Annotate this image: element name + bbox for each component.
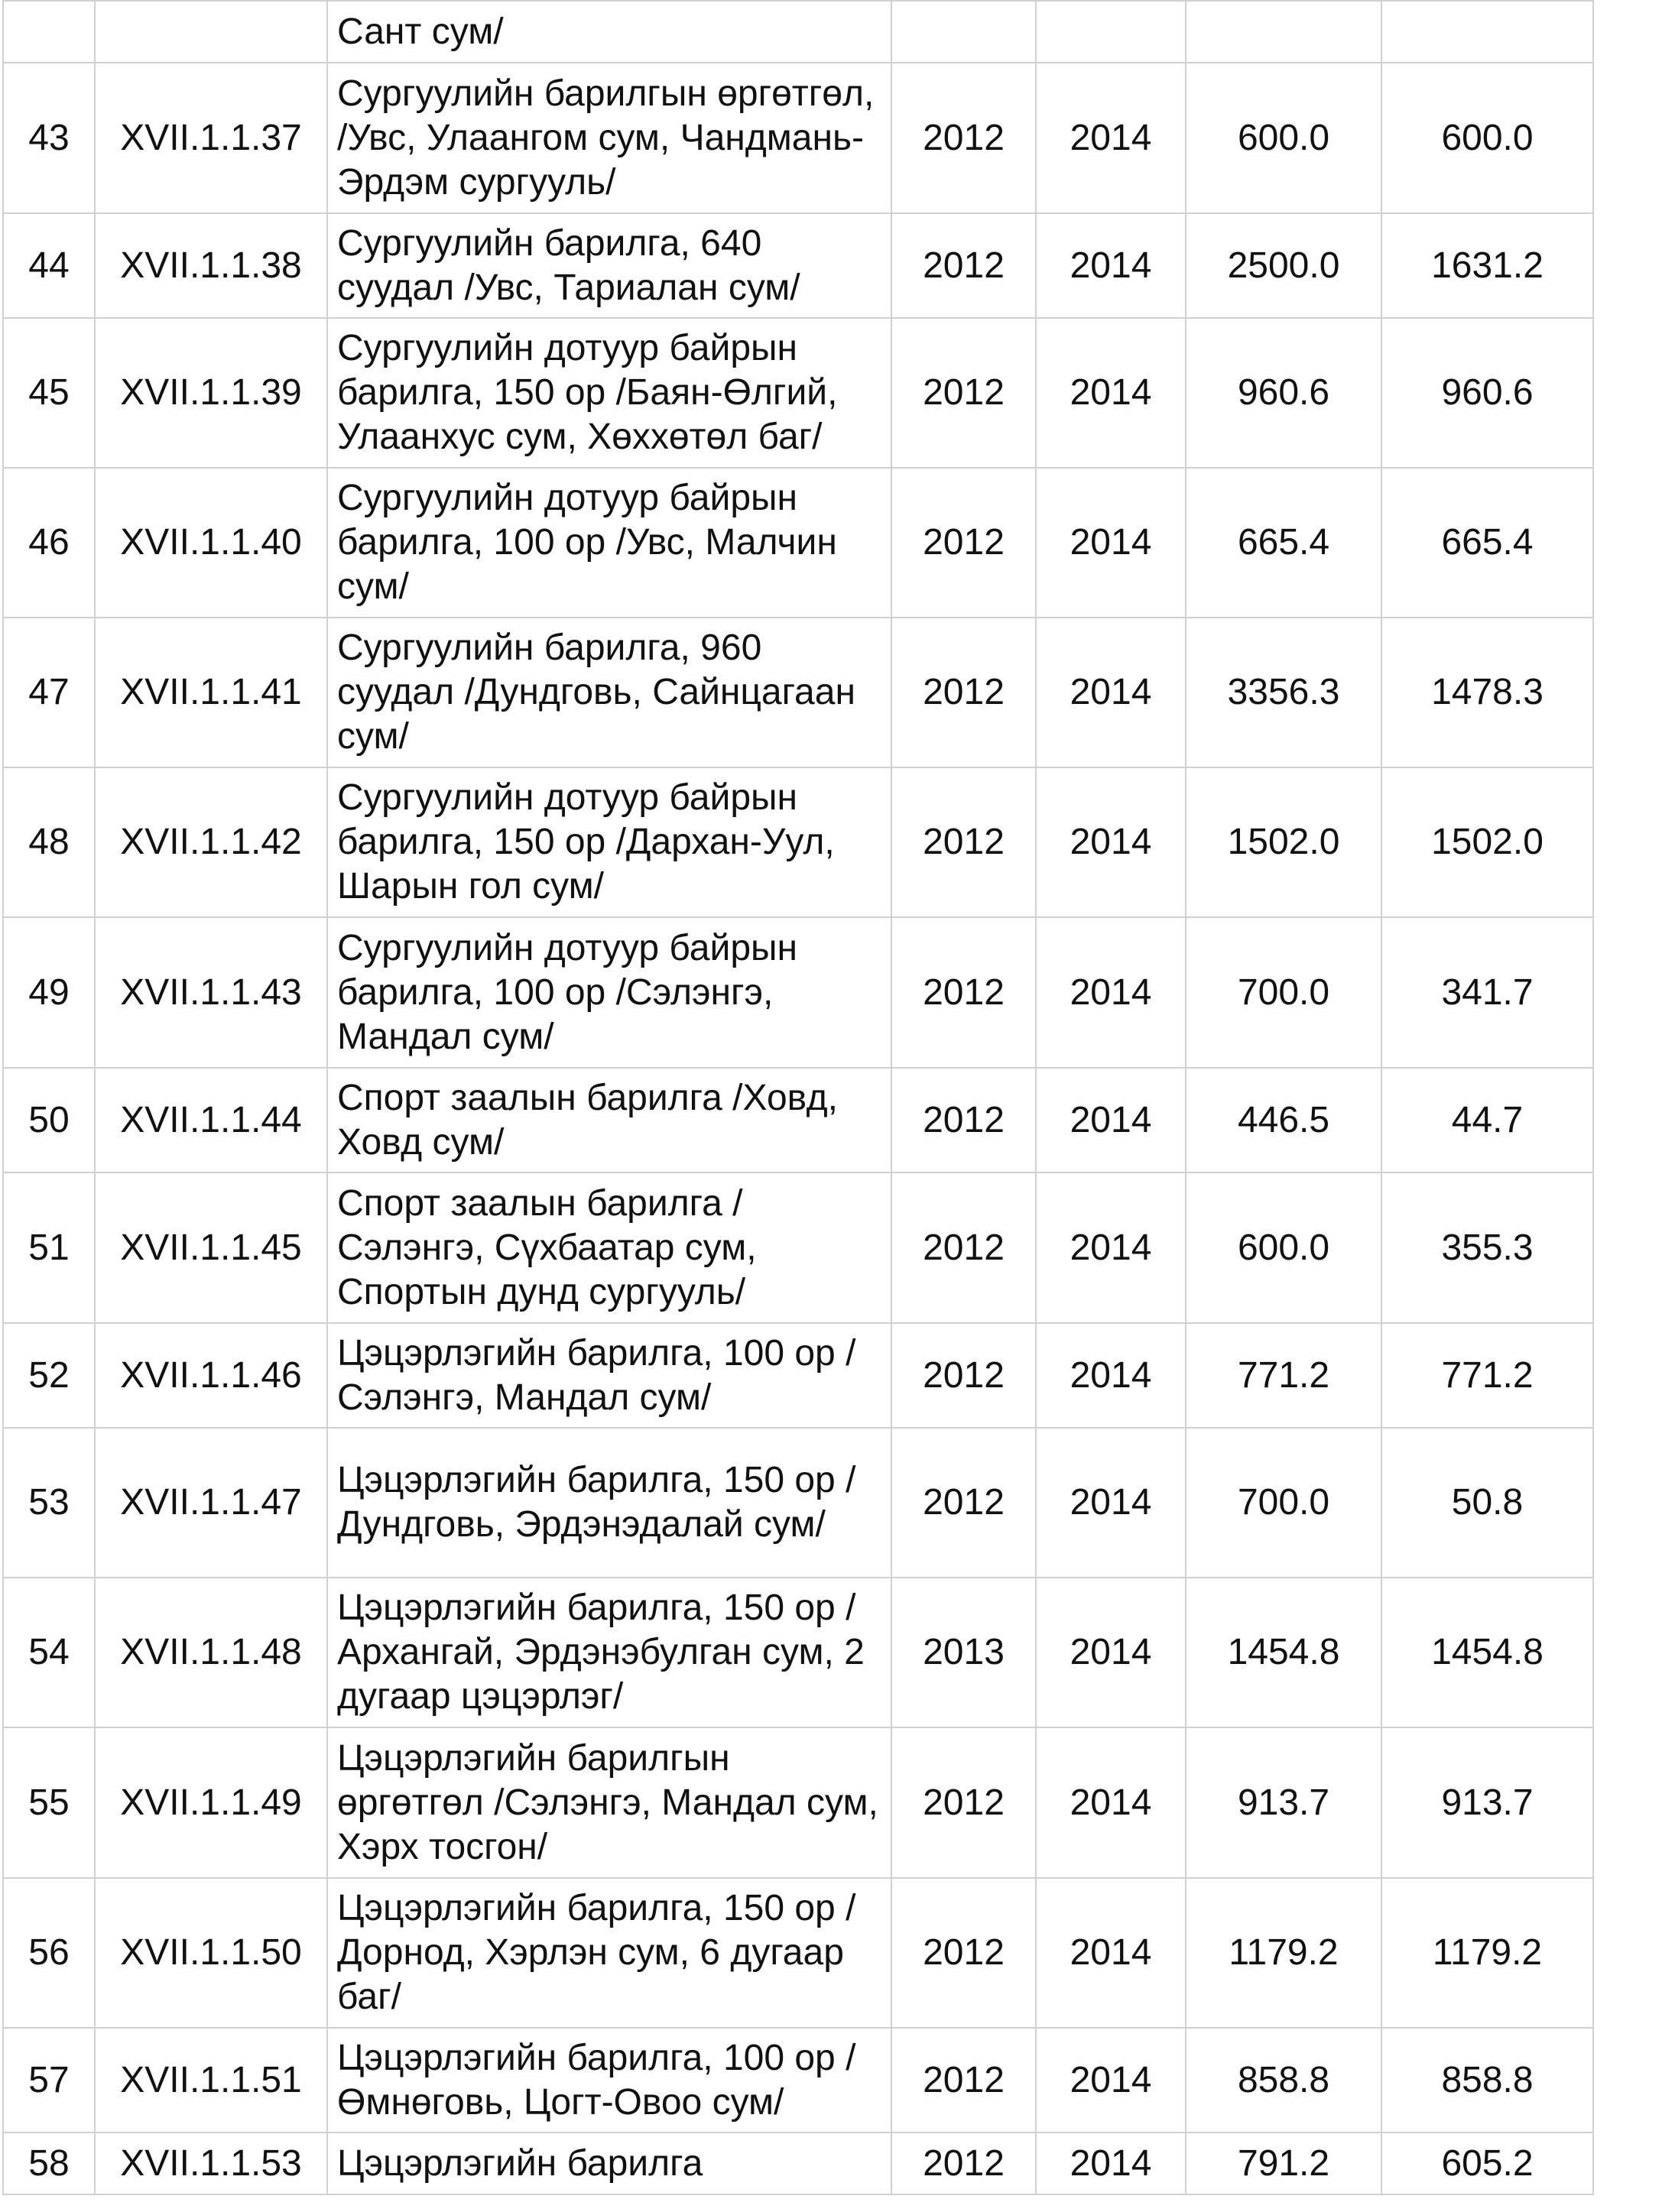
table-row bbox=[3, 1878, 1593, 2028]
allocated-amount: 665.4 bbox=[1381, 468, 1593, 618]
project-code: XVII.1.1.48 bbox=[95, 1578, 327, 1727]
project-code: XVII.1.1.40 bbox=[95, 468, 327, 618]
end-year: 2014 bbox=[1036, 767, 1186, 917]
project-description: Спорт заалын барилга /Ховд, Ховд сум/ bbox=[327, 1068, 891, 1172]
table-row bbox=[3, 1172, 1593, 1323]
total-cost: 771.2 bbox=[1186, 1323, 1381, 1428]
row-number: 54 bbox=[3, 1578, 95, 1727]
start-year: 2012 bbox=[891, 1068, 1036, 1172]
end-year: 2014 bbox=[1036, 917, 1186, 1068]
table-row bbox=[3, 1727, 1593, 1878]
allocated-amount: 858.8 bbox=[1381, 2028, 1593, 2133]
table-row bbox=[3, 767, 1593, 917]
end-year: 2014 bbox=[1036, 1172, 1186, 1323]
project-table bbox=[2, 0, 1594, 2195]
end-year: 2014 bbox=[1036, 618, 1186, 767]
project-description: Сургуулийн дотуур байрын барилга, 150 ор /Дархан-Уул, Шарын гол сум/ bbox=[327, 767, 891, 917]
project-code: XVII.1.1.37 bbox=[95, 63, 327, 213]
row-number: 45 bbox=[3, 318, 95, 468]
project-description: Спорт заалын барилга /Сэлэнгэ, Сүхбаатар сум, Спортын дунд сургууль/ bbox=[327, 1172, 891, 1323]
start-year: 2012 bbox=[891, 63, 1036, 213]
row-number: 58 bbox=[3, 2133, 95, 2194]
total-cost bbox=[1186, 1, 1381, 63]
allocated-amount: 913.7 bbox=[1381, 1727, 1593, 1878]
table-row bbox=[3, 1323, 1593, 1428]
project-description: Сургуулийн дотуур байрын барилга, 100 ор /Увс, Малчин сум/ bbox=[327, 468, 891, 618]
row-number: 46 bbox=[3, 468, 95, 618]
project-description: Цэцэрлэгийн барилгын өргөтгөл /Сэлэнгэ, Мандал сум, Хэрх тосгон/ bbox=[327, 1727, 891, 1878]
project-description: Цэцэрлэгийн барилга, 150 ор /Дорнод, Хэрлэн сум, 6 дугаар баг/ bbox=[327, 1878, 891, 2028]
row-number bbox=[3, 1, 95, 63]
project-code: XVII.1.1.45 bbox=[95, 1172, 327, 1323]
project-description: Цэцэрлэгийн барилга, 150 ор /Дундговь, Эрдэнэдалай сум/ bbox=[327, 1428, 891, 1578]
project-code: XVII.1.1.49 bbox=[95, 1727, 327, 1878]
allocated-amount: 960.6 bbox=[1381, 318, 1593, 468]
row-number: 44 bbox=[3, 213, 95, 318]
project-code bbox=[95, 1, 327, 63]
project-code: XVII.1.1.50 bbox=[95, 1878, 327, 2028]
allocated-amount: 50.8 bbox=[1381, 1428, 1593, 1578]
total-cost: 600.0 bbox=[1186, 63, 1381, 213]
start-year: 2012 bbox=[891, 2028, 1036, 2133]
start-year: 2012 bbox=[891, 917, 1036, 1068]
total-cost: 913.7 bbox=[1186, 1727, 1381, 1878]
table-row bbox=[3, 2133, 1593, 2194]
project-description: Сант сум/ bbox=[327, 1, 891, 63]
total-cost: 600.0 bbox=[1186, 1172, 1381, 1323]
total-cost: 700.0 bbox=[1186, 1428, 1381, 1578]
total-cost: 446.5 bbox=[1186, 1068, 1381, 1172]
allocated-amount bbox=[1381, 1, 1593, 63]
row-number: 52 bbox=[3, 1323, 95, 1428]
end-year: 2014 bbox=[1036, 1323, 1186, 1428]
start-year: 2012 bbox=[891, 618, 1036, 767]
start-year: 2012 bbox=[891, 318, 1036, 468]
table-row bbox=[3, 318, 1593, 468]
start-year: 2012 bbox=[891, 468, 1036, 618]
start-year: 2012 bbox=[891, 1878, 1036, 2028]
end-year: 2014 bbox=[1036, 63, 1186, 213]
project-code: XVII.1.1.53 bbox=[95, 2133, 327, 2194]
total-cost: 2500.0 bbox=[1186, 213, 1381, 318]
project-code: XVII.1.1.39 bbox=[95, 318, 327, 468]
table-row bbox=[3, 468, 1593, 618]
start-year: 2012 bbox=[891, 767, 1036, 917]
end-year: 2014 bbox=[1036, 1068, 1186, 1172]
project-code: XVII.1.1.41 bbox=[95, 618, 327, 767]
end-year: 2014 bbox=[1036, 1578, 1186, 1727]
end-year: 2014 bbox=[1036, 1727, 1186, 1878]
total-cost: 3356.3 bbox=[1186, 618, 1381, 767]
allocated-amount: 44.7 bbox=[1381, 1068, 1593, 1172]
table-row bbox=[3, 1068, 1593, 1172]
start-year: 2012 bbox=[891, 1727, 1036, 1878]
start-year: 2012 bbox=[891, 1172, 1036, 1323]
table-row bbox=[3, 1, 1593, 63]
table-row bbox=[3, 1428, 1593, 1578]
project-code: XVII.1.1.51 bbox=[95, 2028, 327, 2133]
allocated-amount: 600.0 bbox=[1381, 63, 1593, 213]
end-year: 2014 bbox=[1036, 1878, 1186, 2028]
total-cost: 1179.2 bbox=[1186, 1878, 1381, 2028]
project-description: Сургуулийн дотуур байрын барилга, 150 ор /Баян-Өлгий, Улаанхус сум, Хөххөтөл баг/ bbox=[327, 318, 891, 468]
row-number: 57 bbox=[3, 2028, 95, 2133]
project-description: Цэцэрлэгийн барилга, 150 ор /Архангай, Эрдэнэбулган сум, 2 дугаар цэцэрлэг/ bbox=[327, 1578, 891, 1727]
table-row bbox=[3, 917, 1593, 1068]
project-description: Сургуулийн барилга, 960 суудал /Дундговь, Сайнцагаан сум/ bbox=[327, 618, 891, 767]
allocated-amount: 341.7 bbox=[1381, 917, 1593, 1068]
table-row bbox=[3, 213, 1593, 318]
allocated-amount: 1179.2 bbox=[1381, 1878, 1593, 2028]
allocated-amount: 1502.0 bbox=[1381, 767, 1593, 917]
project-description: Цэцэрлэгийн барилга, 100 ор /Өмнөговь, Цогт-Овоо сум/ bbox=[327, 2028, 891, 2133]
table-row bbox=[3, 2028, 1593, 2133]
table-row bbox=[3, 618, 1593, 767]
end-year: 2014 bbox=[1036, 2133, 1186, 2194]
row-number: 50 bbox=[3, 1068, 95, 1172]
project-description: Сургуулийн дотуур байрын барилга, 100 ор /Сэлэнгэ, Мандал сум/ bbox=[327, 917, 891, 1068]
total-cost: 1454.8 bbox=[1186, 1578, 1381, 1727]
project-code: XVII.1.1.44 bbox=[95, 1068, 327, 1172]
end-year: 2014 bbox=[1036, 318, 1186, 468]
row-number: 49 bbox=[3, 917, 95, 1068]
allocated-amount: 771.2 bbox=[1381, 1323, 1593, 1428]
project-description: Цэцэрлэгийн барилга, 100 ор /Сэлэнгэ, Мандал сум/ bbox=[327, 1323, 891, 1428]
project-code: XVII.1.1.42 bbox=[95, 767, 327, 917]
table-row bbox=[3, 63, 1593, 213]
total-cost: 960.6 bbox=[1186, 318, 1381, 468]
end-year: 2014 bbox=[1036, 468, 1186, 618]
end-year: 2014 bbox=[1036, 213, 1186, 318]
project-description: Цэцэрлэгийн барилга bbox=[327, 2133, 891, 2194]
start-year: 2012 bbox=[891, 1428, 1036, 1578]
project-code: XVII.1.1.43 bbox=[95, 917, 327, 1068]
total-cost: 791.2 bbox=[1186, 2133, 1381, 2194]
row-number: 51 bbox=[3, 1172, 95, 1323]
project-code: XVII.1.1.47 bbox=[95, 1428, 327, 1578]
row-number: 55 bbox=[3, 1727, 95, 1878]
allocated-amount: 1454.8 bbox=[1381, 1578, 1593, 1727]
row-number: 47 bbox=[3, 618, 95, 767]
project-code: XVII.1.1.46 bbox=[95, 1323, 327, 1428]
row-number: 48 bbox=[3, 767, 95, 917]
start-year: 2013 bbox=[891, 1578, 1036, 1727]
allocated-amount: 1631.2 bbox=[1381, 213, 1593, 318]
start-year bbox=[891, 1, 1036, 63]
row-number: 43 bbox=[3, 63, 95, 213]
total-cost: 665.4 bbox=[1186, 468, 1381, 618]
allocated-amount: 355.3 bbox=[1381, 1172, 1593, 1323]
table-row bbox=[3, 1578, 1593, 1727]
start-year: 2012 bbox=[891, 213, 1036, 318]
end-year bbox=[1036, 1, 1186, 63]
project-code: XVII.1.1.38 bbox=[95, 213, 327, 318]
total-cost: 1502.0 bbox=[1186, 767, 1381, 917]
total-cost: 700.0 bbox=[1186, 917, 1381, 1068]
start-year: 2012 bbox=[891, 2133, 1036, 2194]
total-cost: 858.8 bbox=[1186, 2028, 1381, 2133]
end-year: 2014 bbox=[1036, 1428, 1186, 1578]
end-year: 2014 bbox=[1036, 2028, 1186, 2133]
project-description: Сургуулийн барилга, 640 суудал /Увс, Тариалан сум/ bbox=[327, 213, 891, 318]
start-year: 2012 bbox=[891, 1323, 1036, 1428]
allocated-amount: 1478.3 bbox=[1381, 618, 1593, 767]
project-description: Сургуулийн барилгын өргөтгөл, /Увс, Улаангом сум, Чандмань-Эрдэм сургууль/ bbox=[327, 63, 891, 213]
row-number: 56 bbox=[3, 1878, 95, 2028]
row-number: 53 bbox=[3, 1428, 95, 1578]
allocated-amount: 605.2 bbox=[1381, 2133, 1593, 2194]
